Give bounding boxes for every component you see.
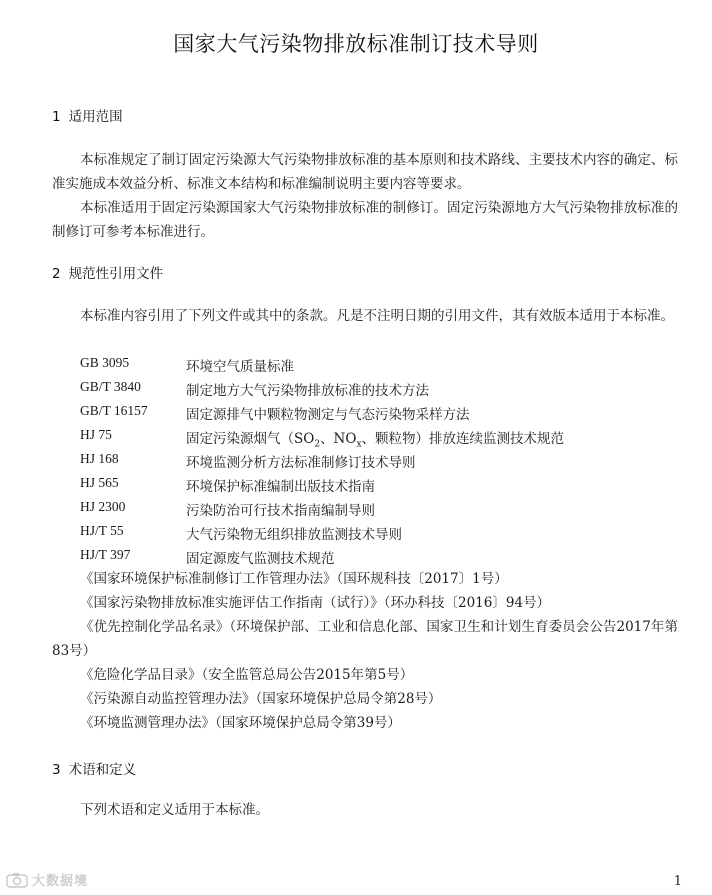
watermark-text: 大数据境 [32,874,89,889]
section-1-title: 适用范围 [68,109,123,125]
reference-title: 制定地方大气污染物排放标准的技术方法 [186,383,429,399]
reference-title: 环境保护标准编制出版技术指南 [186,479,375,495]
section-3-heading [52,758,136,778]
reference-code: HJ/T 55 [80,523,124,538]
reference-code: GB 3095 [80,355,130,370]
section-2-number: 2 [52,266,61,282]
section-2-title: 规范性引用文件 [68,266,164,282]
reference-title: 环境空气质量标准 [186,359,294,375]
reference-code: HJ 168 [80,451,119,466]
page-number: 1 [673,874,682,889]
section-3-intro: 下列术语和定义适用于本标准。 [80,802,269,818]
section-2-heading [52,262,163,282]
document-title: 国家大气污染物排放标准制订技术导则 [173,32,539,56]
reference-code: HJ 565 [80,475,119,490]
reference-code: GB/T 16157 [80,403,148,418]
subscript: x [356,439,362,450]
reference-title: 固定源废气监测技术规范 [186,551,335,567]
watermark [6,870,88,889]
cited-document: 《国家环境保护标准制修订工作管理办法》（国环规科技〔2017〕1号） [80,571,508,587]
reference-title-part: 、颗粒物）排放连续监测技术规范 [361,431,565,447]
section-1-number: 1 [52,109,61,125]
reference-title: 固定源排气中颗粒物测定与气态污染物采样方法 [186,407,470,423]
reference-code: HJ/T 397 [80,547,131,562]
reference-title [186,427,564,450]
reference-code: GB/T 3840 [80,379,141,394]
reference-title: 污染防治可行技术指南编制导则 [186,503,375,519]
section-2-intro: 本标准内容引用了下列文件或其中的条款。凡是不注明日期的引用文件，其有效版本适用于本标准。 [80,308,674,324]
cited-document: 《危险化学品目录》（安全监管总局公告2015年第5号） [80,667,414,683]
cited-document: 《国家污染物排放标准实施评估工作指南（试行）》（环办科技〔2016〕94号） [80,595,551,611]
reference-title: 环境监测分析方法标准制修订技术导则 [186,455,416,471]
cited-document: 《优先控制化学品名录》（环境保护部、工业和信息化部、国家卫生和计划生育委员会公告2017年第83号） [52,619,678,659]
section-1-paragraph-1: 本标准规定了制订固定污染源大气污染物排放标准的基本原则和技术路线、主要技术内容的确定、标准实施成本效益分析、标准文本结构和标准编制说明主要内容等要求。 [52,152,678,192]
reference-code: HJ 2300 [80,499,126,514]
cited-document: 《环境监测管理办法》（国家环境保护总局令第39号） [80,715,401,731]
section-1-paragraph-2: 本标准适用于固定污染源国家大气污染物排放标准的制修订。固定污染源地方大气污染物排放标准的制修订可参考本标准进行。 [52,200,678,240]
reference-title-part: 、NO [320,431,357,447]
reference-code: HJ 75 [80,427,112,442]
reference-title-part: 固定污染源烟气（SO [186,431,315,447]
section-3-title: 术语和定义 [68,762,137,778]
reference-title: 大气污染物无组织排放监测技术导则 [186,527,402,543]
section-1-heading [52,105,123,125]
camera-icon [6,872,28,888]
cited-document: 《污染源自动监控管理办法》（国家环境保护总局令第28号） [80,691,442,707]
section-3-number: 3 [52,762,61,778]
subscript: 2 [314,439,321,450]
